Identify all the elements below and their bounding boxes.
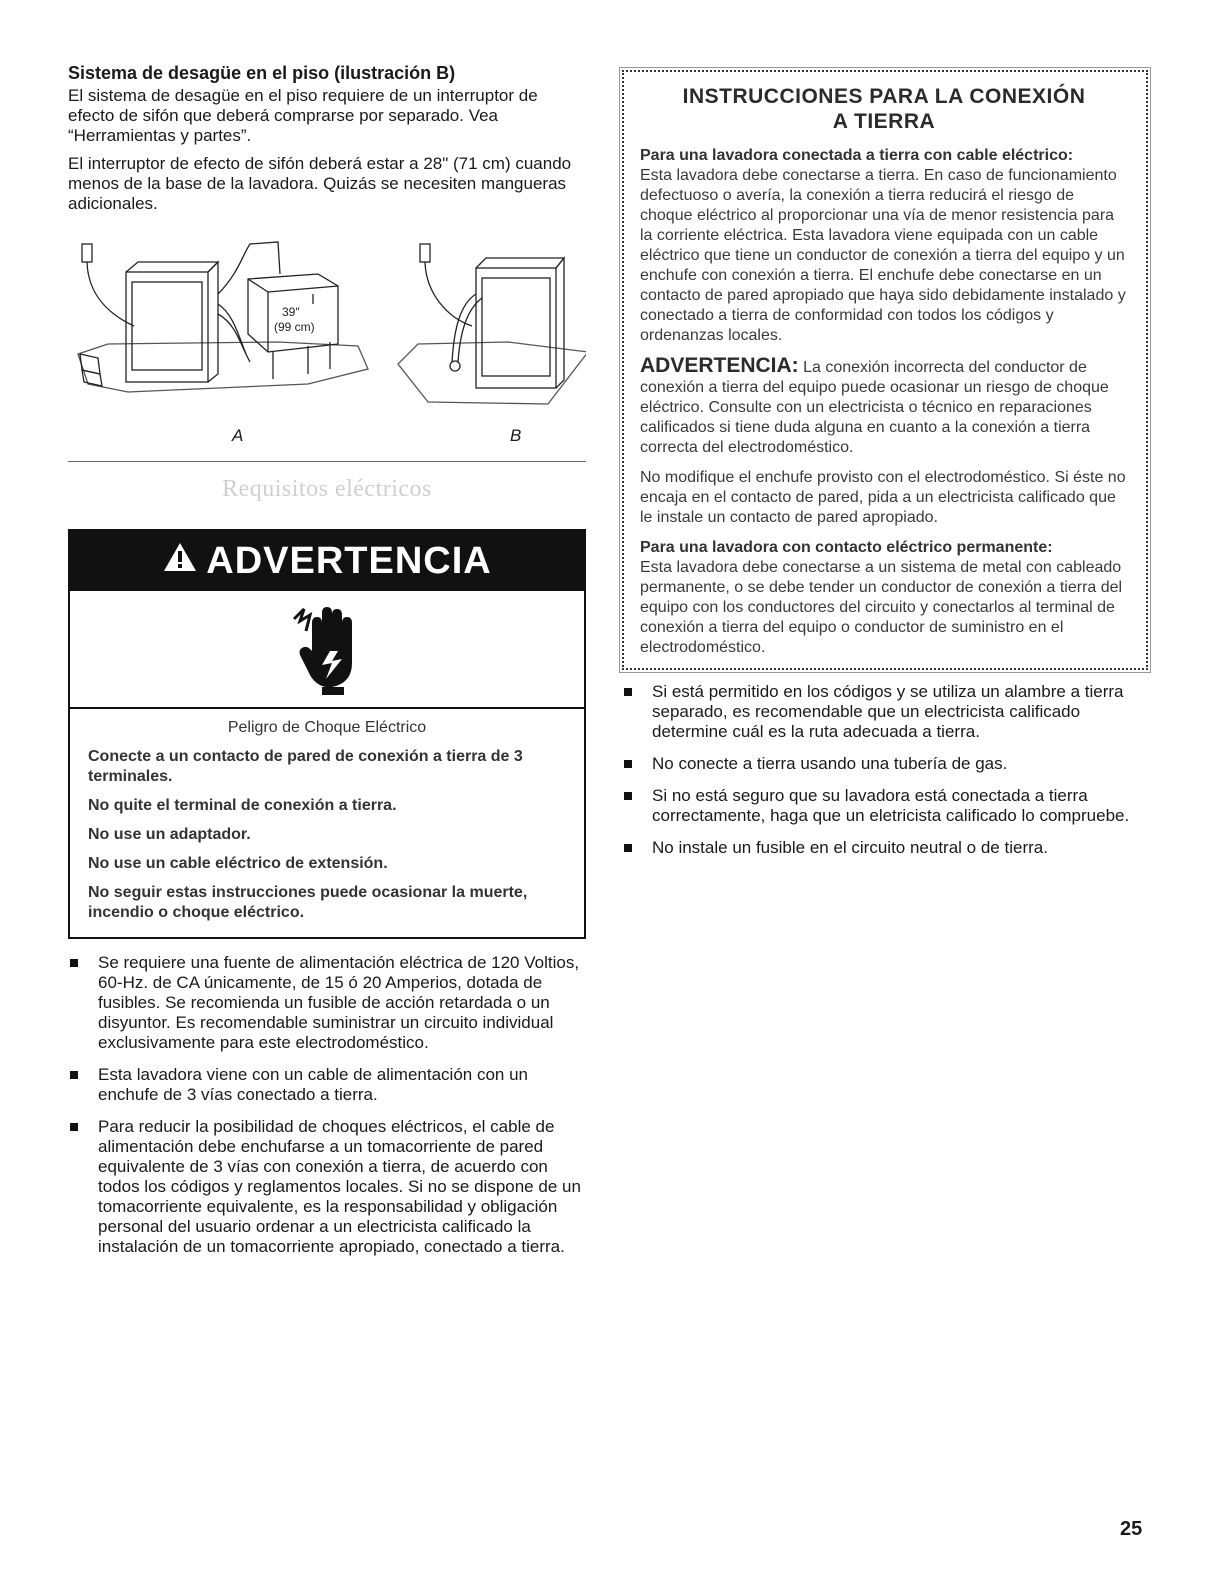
floor-drain-heading: Sistema de desagüe en el piso (ilustración B) (68, 63, 456, 83)
warning-item: No quite el terminal de conexión a tierra. (88, 797, 397, 814)
bullet-square-icon (624, 844, 632, 852)
list-item: Si está permitido en los códigos y se utiliza un alambre a tierra separado, es recomendable que un electricista calificado determine cuál es la ruta adecuada a tierra. (622, 682, 1146, 742)
electric-shock-hand-icon (286, 601, 366, 697)
grounding-paragraph-3: Esta lavadora debe conectarse a un sistema de metal con cableado permanente, o se debe tender un conductor de conexión a tierra del equipo con los conductores del circuito y conectarlos al terminal de conexión a tierra del equipo o conductor de suministro en el electrodoméstico. (640, 559, 1123, 656)
list-item: No conecte a tierra usando una tubería de gas. (622, 754, 1146, 774)
grounding-tips-list (622, 682, 1146, 858)
page-number: 25 (1120, 1518, 1143, 1540)
warning-item: No use un cable eléctrico de extensión. (88, 855, 388, 872)
warning-item: Conecte a un contacto de pared de conexión a tierra de 3 terminales. (88, 748, 523, 785)
height-measure-inches: 39" (282, 305, 300, 319)
grounding-warning-paragraph (640, 356, 1128, 458)
warning-subtitle: Peligro de Choque Eléctrico (227, 719, 427, 736)
grounding-subheading-permanent: Para una lavadora con contacto eléctrico permanente: (640, 539, 1053, 556)
figure-label-b: B (510, 426, 522, 445)
grounding-warning-label: ADVERTENCIA: (640, 354, 799, 377)
grounding-subheading-cord: Para una lavadora conectada a tierra con cable eléctrico: (640, 147, 1074, 164)
bullet-square-icon (70, 959, 78, 967)
list-item: Para reducir la posibilidad de choques eléctricos, el cable de alimentación debe enchufarse a un tomacorriente de pared equivalente de 3 vías con conexión a tierra, de acuerdo con todos los códigos y reglamentos locales. Si no se dispone de un tomacorriente equivalente, es la responsabilidad y obligación personal del usuario ordenar a un electricista calificado la instalación de un tomacorriente apropiado, conectado a tierra. (68, 1117, 586, 1257)
bullet-square-icon (624, 760, 632, 768)
figure-label-a: A (232, 426, 244, 445)
list-item: Esta lavadora viene con un cable de alimentación con un enchufe de 3 vías conectado a tierra. (68, 1065, 586, 1105)
warning-triangle-icon (162, 540, 198, 583)
height-measure-cm: (99 cm) (274, 320, 315, 334)
list-item: Si no está seguro que su lavadora está conectada a tierra correctamente, haga que un eletricista calificado lo compruebe. (622, 786, 1146, 826)
right-column (622, 70, 1146, 870)
washer-drain-illustration (68, 234, 586, 424)
left-column (68, 62, 586, 1269)
electrical-requirements-list (68, 953, 586, 1257)
bullet-square-icon (624, 792, 632, 800)
floor-drain-paragraph-2: El interruptor de efecto de sifón deberá estar a 28" (71 cm) cuando menos de la base de la lavadora. Quizás se necesiten mangueras adicionales. (68, 154, 572, 213)
bullet-square-icon (70, 1071, 78, 1079)
list-item: No instale un fusible en el circuito neutral o de tierra. (622, 838, 1146, 858)
electrical-warning-box (68, 529, 586, 939)
floor-drain-paragraph-1: El sistema de desagüe en el piso requiere de un interruptor de efecto de sifón que deberá comprarse por separado. Vea “Herramientas y partes”. (68, 86, 538, 145)
grounding-warning-text: La conexión incorrecta del conductor de conexión a tierra del equipo puede ocasionar un riesgo de choque eléctrico. Consulte con un electricista o técnico en reparaciones calificados si tiene duda alguna en cuanto a la conexión a tierra correcta del electrodoméstico. (640, 359, 1109, 456)
grounding-instructions-box (622, 70, 1148, 670)
warning-item: No use un adaptador. (88, 826, 251, 843)
grounding-box-title: INSTRUCCIONES PARA LA CONEXIÓN A TIERRA (682, 85, 1086, 133)
bullet-square-icon (624, 688, 632, 696)
electrical-requirements-title: Requisitos eléctricos (222, 476, 432, 502)
grounding-paragraph-2: No modifique el enchufe provisto con el electrodoméstico. Si éste no encaja en el contacto de pared, pida a un electricista calificado que le instale un contacto de pared apropiado. (640, 469, 1126, 526)
warning-body (70, 709, 584, 937)
warning-header (70, 531, 584, 591)
list-item: Se requiere una fuente de alimentación eléctrica de 120 Voltios, 60-Hz. de CA únicamente, de 15 ó 20 Amperios, dotada de fusibles. Se recomienda un fusible de acción retardada o un disyuntor. Es recomendable suministrar un circuito individual exclusivamente para este electrodoméstico. (68, 953, 586, 1053)
bullet-square-icon (70, 1123, 78, 1131)
drain-illustrations (68, 234, 586, 449)
section-divider (68, 461, 586, 462)
warning-header-label: ADVERTENCIA (206, 539, 492, 582)
warning-item: No seguir estas instrucciones puede ocasionar la muerte, incendio o choque eléctrico. (88, 884, 528, 921)
warning-icon-area (70, 591, 584, 709)
grounding-paragraph-1: Esta lavadora debe conectarse a tierra. En caso de funcionamiento defectuoso o avería, la conexión a tierra reducirá el riesgo de choque eléctrico al proporcionar una vía de menor resistencia para la corriente eléctrica. Esta lavadora viene equipada con un cable eléctrico que tiene un conductor de conexión a tierra del equipo y un enchufe con conexión a tierra. El enchufe debe conectarse en un contacto de pared apropiado que haya sido debidamente instalado y conectado a tierra de conformidad con todos los códigos y ordenanzas locales. (640, 167, 1126, 344)
